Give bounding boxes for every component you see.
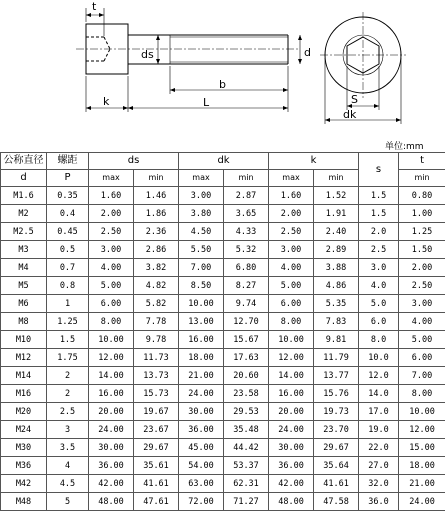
cell-dk-min: 5.32 <box>224 241 269 259</box>
header-dk-max: max <box>179 170 224 187</box>
header-s: s <box>359 153 399 187</box>
cell-dk-min: 12.70 <box>224 313 269 331</box>
cell-ds-max: 20.00 <box>89 403 134 421</box>
label-b: b <box>219 78 226 91</box>
label-t: t <box>92 0 97 13</box>
cell-size: M16 <box>1 385 47 403</box>
label-L: L <box>203 96 210 109</box>
cell-s: 14.0 <box>359 385 399 403</box>
cell-k-min: 5.35 <box>314 295 359 313</box>
table-row <box>1 421 445 439</box>
cell-k-min: 1.91 <box>314 205 359 223</box>
cell-t-min: 2.50 <box>399 277 445 295</box>
cell-k-min: 13.77 <box>314 367 359 385</box>
cell-pitch: 1.75 <box>47 349 89 367</box>
cell-t-min: 15.00 <box>399 439 445 457</box>
cell-size: M42 <box>1 475 47 493</box>
table-row <box>1 457 445 475</box>
cell-t-min: 0.80 <box>399 187 445 205</box>
cell-dk-min: 23.58 <box>224 385 269 403</box>
table-row <box>1 223 445 241</box>
cell-dk-max: 10.00 <box>179 295 224 313</box>
cell-ds-min: 2.86 <box>134 241 179 259</box>
cell-s: 32.0 <box>359 475 399 493</box>
header-pitch: 螺距 <box>47 153 89 170</box>
cell-t-min: 21.00 <box>399 475 445 493</box>
cell-ds-min: 2.36 <box>134 223 179 241</box>
header-ds: ds <box>89 153 179 170</box>
cell-dk-max: 13.00 <box>179 313 224 331</box>
cell-dk-max: 21.00 <box>179 367 224 385</box>
header-dk-min: min <box>224 170 269 187</box>
cell-pitch: 0.45 <box>47 223 89 241</box>
cell-dk-max: 3.00 <box>179 187 224 205</box>
cell-dk-max: 72.00 <box>179 493 224 511</box>
cell-ds-max: 1.60 <box>89 187 134 205</box>
screw-drawing-svg <box>0 0 445 140</box>
cell-size: M20 <box>1 403 47 421</box>
cell-dk-min: 4.33 <box>224 223 269 241</box>
cell-k-max: 6.00 <box>269 295 314 313</box>
cell-dk-min: 17.63 <box>224 349 269 367</box>
cell-s: 17.0 <box>359 403 399 421</box>
cell-ds-min: 47.61 <box>134 493 179 511</box>
cell-t-min: 10.00 <box>399 403 445 421</box>
cell-ds-max: 2.00 <box>89 205 134 223</box>
cell-pitch: 2.5 <box>47 403 89 421</box>
cell-ds-max: 4.00 <box>89 259 134 277</box>
header-k-min: min <box>314 170 359 187</box>
cell-pitch: 1.25 <box>47 313 89 331</box>
table-row <box>1 475 445 493</box>
header-k-max: max <box>269 170 314 187</box>
cell-k-max: 5.00 <box>269 277 314 295</box>
cell-ds-min: 23.67 <box>134 421 179 439</box>
cell-dk-min: 2.87 <box>224 187 269 205</box>
cell-ds-min: 41.61 <box>134 475 179 493</box>
cell-k-max: 30.00 <box>269 439 314 457</box>
cell-dk-max: 5.50 <box>179 241 224 259</box>
cell-ds-min: 35.61 <box>134 457 179 475</box>
cell-dk-max: 63.00 <box>179 475 224 493</box>
table-row <box>1 403 445 421</box>
header-t-min: min <box>399 170 445 187</box>
cell-ds-max: 5.00 <box>89 277 134 295</box>
cell-dk-min: 44.42 <box>224 439 269 457</box>
cell-dk-max: 30.00 <box>179 403 224 421</box>
cell-t-min: 7.00 <box>399 367 445 385</box>
label-d: d <box>304 46 311 59</box>
label-k: k <box>103 95 110 108</box>
cell-t-min: 1.00 <box>399 205 445 223</box>
table-row <box>1 259 445 277</box>
dimension-table <box>0 152 445 511</box>
cell-dk-max: 7.00 <box>179 259 224 277</box>
cell-t-min: 1.50 <box>399 241 445 259</box>
cell-ds-min: 11.73 <box>134 349 179 367</box>
cell-dk-max: 18.00 <box>179 349 224 367</box>
cell-dk-min: 62.31 <box>224 475 269 493</box>
header-k: k <box>269 153 359 170</box>
cell-ds-min: 1.46 <box>134 187 179 205</box>
table-row <box>1 493 445 511</box>
label-dk: dk <box>343 108 357 121</box>
cell-pitch: 0.8 <box>47 277 89 295</box>
cell-k-max: 2.50 <box>269 223 314 241</box>
cell-size: M48 <box>1 493 47 511</box>
cell-size: M5 <box>1 277 47 295</box>
cell-k-min: 2.40 <box>314 223 359 241</box>
cell-k-max: 16.00 <box>269 385 314 403</box>
cell-k-min: 2.89 <box>314 241 359 259</box>
cell-k-max: 2.00 <box>269 205 314 223</box>
cell-ds-min: 13.73 <box>134 367 179 385</box>
cell-dk-max: 16.00 <box>179 331 224 349</box>
cell-size: M24 <box>1 421 47 439</box>
cell-k-min: 19.73 <box>314 403 359 421</box>
cell-dk-min: 35.48 <box>224 421 269 439</box>
cell-size: M3 <box>1 241 47 259</box>
cell-dk-min: 15.67 <box>224 331 269 349</box>
cell-pitch: 3 <box>47 421 89 439</box>
cell-k-max: 10.00 <box>269 331 314 349</box>
cell-size: M36 <box>1 457 47 475</box>
cell-k-max: 42.00 <box>269 475 314 493</box>
cell-k-min: 4.86 <box>314 277 359 295</box>
table-row <box>1 295 445 313</box>
cell-pitch: 4 <box>47 457 89 475</box>
cell-k-min: 9.81 <box>314 331 359 349</box>
cell-s: 2.0 <box>359 223 399 241</box>
cell-s: 1.5 <box>359 205 399 223</box>
cell-size: M12 <box>1 349 47 367</box>
cell-k-min: 47.58 <box>314 493 359 511</box>
cell-k-max: 20.00 <box>269 403 314 421</box>
cell-size: M2.5 <box>1 223 47 241</box>
header-nominal-dia-symbol: d <box>1 170 47 187</box>
table-body <box>1 187 445 511</box>
cell-ds-max: 48.00 <box>89 493 134 511</box>
cell-s: 36.0 <box>359 493 399 511</box>
cell-dk-min: 29.53 <box>224 403 269 421</box>
cell-dk-max: 45.00 <box>179 439 224 457</box>
cell-ds-max: 16.00 <box>89 385 134 403</box>
cell-s: 27.0 <box>359 457 399 475</box>
cell-dk-max: 8.50 <box>179 277 224 295</box>
cell-t-min: 4.00 <box>399 313 445 331</box>
cell-pitch: 0.7 <box>47 259 89 277</box>
cell-ds-max: 3.00 <box>89 241 134 259</box>
cell-ds-max: 36.00 <box>89 457 134 475</box>
cell-ds-min: 19.67 <box>134 403 179 421</box>
cell-ds-max: 42.00 <box>89 475 134 493</box>
table-row <box>1 187 445 205</box>
table-row <box>1 205 445 223</box>
cell-k-max: 12.00 <box>269 349 314 367</box>
cell-k-max: 3.00 <box>269 241 314 259</box>
cell-s: 2.5 <box>359 241 399 259</box>
cell-pitch: 1 <box>47 295 89 313</box>
cell-ds-max: 6.00 <box>89 295 134 313</box>
cell-pitch: 2 <box>47 385 89 403</box>
unit-label: 单位:mm <box>385 139 424 152</box>
cell-dk-min: 8.27 <box>224 277 269 295</box>
cell-pitch: 1.5 <box>47 331 89 349</box>
cell-s: 8.0 <box>359 331 399 349</box>
cell-ds-max: 14.00 <box>89 367 134 385</box>
cell-dk-max: 24.00 <box>179 385 224 403</box>
cell-ds-min: 4.82 <box>134 277 179 295</box>
cell-ds-max: 2.50 <box>89 223 134 241</box>
cell-size: M2 <box>1 205 47 223</box>
cell-s: 5.0 <box>359 295 399 313</box>
cell-s: 22.0 <box>359 439 399 457</box>
header-t: t <box>399 153 445 170</box>
cell-k-max: 8.00 <box>269 313 314 331</box>
cell-pitch: 4.5 <box>47 475 89 493</box>
cell-ds-min: 5.82 <box>134 295 179 313</box>
cell-k-min: 29.67 <box>314 439 359 457</box>
header-row-1 <box>1 153 445 170</box>
cell-t-min: 8.00 <box>399 385 445 403</box>
cell-ds-max: 10.00 <box>89 331 134 349</box>
table-row <box>1 439 445 457</box>
cell-t-min: 3.00 <box>399 295 445 313</box>
cell-s: 3.0 <box>359 259 399 277</box>
cell-dk-min: 53.37 <box>224 457 269 475</box>
cell-dk-max: 4.50 <box>179 223 224 241</box>
label-ds: ds <box>141 48 154 61</box>
cell-k-max: 1.60 <box>269 187 314 205</box>
cell-size: M10 <box>1 331 47 349</box>
cell-t-min: 5.00 <box>399 331 445 349</box>
cell-k-max: 24.00 <box>269 421 314 439</box>
cell-ds-max: 8.00 <box>89 313 134 331</box>
table-row <box>1 241 445 259</box>
cell-ds-max: 12.00 <box>89 349 134 367</box>
header-ds-min: min <box>134 170 179 187</box>
header-nominal-dia: 公称直径 <box>1 153 47 170</box>
cell-t-min: 6.00 <box>399 349 445 367</box>
cell-s: 4.0 <box>359 277 399 295</box>
header-ds-max: max <box>89 170 134 187</box>
cell-k-max: 4.00 <box>269 259 314 277</box>
cell-t-min: 24.00 <box>399 493 445 511</box>
cell-ds-min: 1.86 <box>134 205 179 223</box>
cell-k-min: 15.76 <box>314 385 359 403</box>
cell-k-min: 1.52 <box>314 187 359 205</box>
cell-pitch: 0.4 <box>47 205 89 223</box>
table-row <box>1 349 445 367</box>
table-row <box>1 385 445 403</box>
table-row <box>1 367 445 385</box>
cell-pitch: 0.5 <box>47 241 89 259</box>
cell-dk-max: 36.00 <box>179 421 224 439</box>
cell-ds-min: 3.82 <box>134 259 179 277</box>
cell-k-min: 11.79 <box>314 349 359 367</box>
cell-k-min: 3.88 <box>314 259 359 277</box>
cell-size: M30 <box>1 439 47 457</box>
cell-s: 19.0 <box>359 421 399 439</box>
cell-t-min: 12.00 <box>399 421 445 439</box>
cell-t-min: 18.00 <box>399 457 445 475</box>
cell-pitch: 3.5 <box>47 439 89 457</box>
cell-k-max: 14.00 <box>269 367 314 385</box>
table-row <box>1 277 445 295</box>
cell-ds-min: 15.73 <box>134 385 179 403</box>
cell-t-min: 1.25 <box>399 223 445 241</box>
cell-ds-max: 30.00 <box>89 439 134 457</box>
table-row <box>1 313 445 331</box>
cell-ds-min: 7.78 <box>134 313 179 331</box>
cell-dk-min: 20.60 <box>224 367 269 385</box>
cell-s: 10.0 <box>359 349 399 367</box>
technical-drawing <box>0 0 445 140</box>
cell-ds-min: 9.78 <box>134 331 179 349</box>
cell-dk-min: 71.27 <box>224 493 269 511</box>
cell-k-max: 36.00 <box>269 457 314 475</box>
cell-dk-min: 9.74 <box>224 295 269 313</box>
cell-t-min: 2.00 <box>399 259 445 277</box>
cell-s: 6.0 <box>359 313 399 331</box>
cell-ds-min: 29.67 <box>134 439 179 457</box>
label-S: S <box>351 93 358 106</box>
cell-k-min: 35.64 <box>314 457 359 475</box>
cell-k-max: 48.00 <box>269 493 314 511</box>
cell-pitch: 2 <box>47 367 89 385</box>
cell-dk-max: 3.80 <box>179 205 224 223</box>
cell-k-min: 41.61 <box>314 475 359 493</box>
cell-size: M1.6 <box>1 187 47 205</box>
cell-pitch: 5 <box>47 493 89 511</box>
cell-ds-max: 24.00 <box>89 421 134 439</box>
cell-size: M8 <box>1 313 47 331</box>
cell-size: M6 <box>1 295 47 313</box>
header-pitch-symbol: P <box>47 170 89 187</box>
cell-size: M4 <box>1 259 47 277</box>
cell-s: 1.5 <box>359 187 399 205</box>
cell-s: 12.0 <box>359 367 399 385</box>
table-row <box>1 331 445 349</box>
cell-dk-min: 3.65 <box>224 205 269 223</box>
cell-size: M14 <box>1 367 47 385</box>
cell-pitch: 0.35 <box>47 187 89 205</box>
cell-k-min: 23.70 <box>314 421 359 439</box>
cell-k-min: 7.83 <box>314 313 359 331</box>
cell-dk-min: 6.80 <box>224 259 269 277</box>
header-dk: dk <box>179 153 269 170</box>
cell-dk-max: 54.00 <box>179 457 224 475</box>
